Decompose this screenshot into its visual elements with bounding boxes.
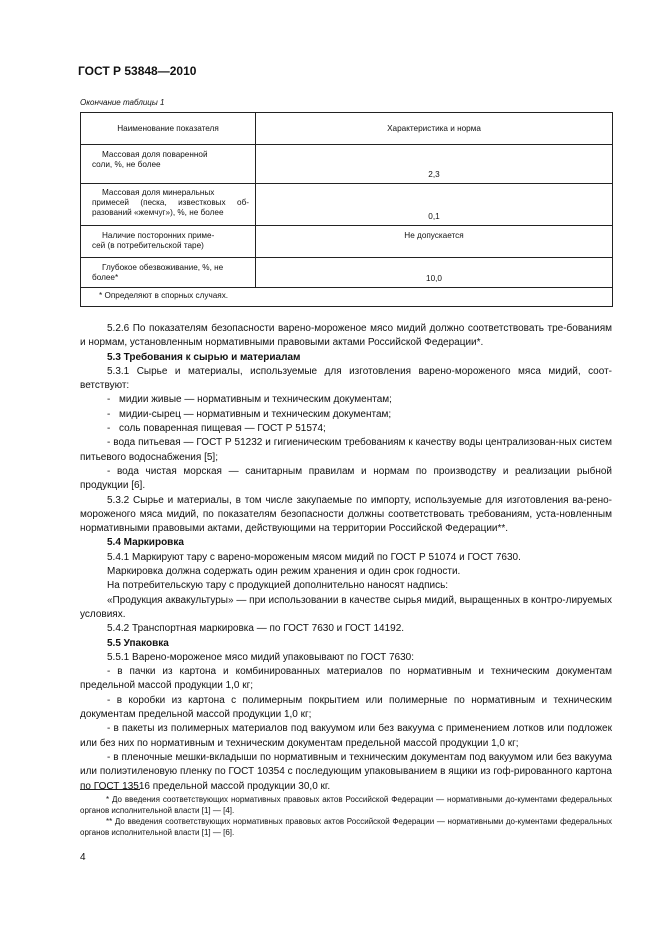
para-5-4-1-d: «Продукция аквакультуры» — при использовании в качестве сырья мидий, выращенных в контро-лируемых условиях. [80, 594, 612, 620]
row-value: 0,1 [256, 184, 613, 226]
para-5-4-1-c: На потребительскую тару с продукцией дополнительно наносят надпись: [107, 580, 449, 592]
list-item: - вода питьевая — ГОСТ Р 51232 и гигиеническим требованиям к качеству воды централизован-ных систем питьевого водоснабжения [5]; [80, 437, 612, 463]
heading-5-5: 5.5 Упаковка [107, 637, 169, 649]
footnote-1-text: * До введения соответствующих нормативных правовых актов Российской Федерации — нормативными до-кументами федеральных органов исполнительной власти [1] — [4]. [80, 795, 612, 815]
row-name: Глубокое обезвоживание, %, не [102, 263, 224, 272]
row-value: Не допускается [256, 226, 613, 258]
list-item: - вода чистая морская — санитарным правилам и нормам по производству и реализации рыбной продукции [6]. [80, 465, 612, 492]
table-caption: Окончание таблицы 1 [80, 98, 165, 107]
list-item: - мидии-сырец — нормативным и техническим документам; [107, 408, 392, 420]
heading-5-3: 5.3 Требования к сырью и материалам [107, 351, 301, 363]
row-name-cont: соли, %, не более [92, 160, 161, 169]
page-header: ГОСТ Р 53848—2010 [78, 64, 197, 78]
row-name-cont: примесей (песка, известковых об-разований «жемчуг»), %, не более [92, 198, 249, 217]
row-name: Массовая доля поваренной [102, 150, 208, 159]
list-item: - в коробки из картона с полимерным покрытием или полимерные по нормативным и техническим документам предельной массой продукции 1,0 кг; [80, 694, 612, 721]
para-5-4-1: 5.4.1 Маркируют тару с варено-мороженым мясом мидий по ГОСТ Р 51074 и ГОСТ 7630. [107, 551, 521, 563]
row-name-cont: более* [92, 273, 119, 282]
list-item: - соль поваренная пищевая — ГОСТ Р 51574; [107, 423, 326, 435]
table-row [81, 184, 613, 226]
body-text [80, 322, 612, 794]
footnote-1 [80, 794, 612, 816]
table-header-row [81, 113, 613, 145]
row-name: Массовая доля минеральных [102, 188, 215, 197]
list-item-text: соль поваренная пищевая — ГОСТ Р 51574; [119, 423, 326, 435]
col-header-indicator: Наименование показателя [81, 113, 256, 145]
list-item: - в пленочные мешки-вкладыши по нормативным и техническим документам под вакуумом или без вакуума или полиэтиленовую пленку по ГОСТ 10354 с последующим упаковыванием в ящики из гоф-рированного картона по ГОСТ 13516 предельной массой продукции 30,0 кг. [80, 751, 612, 792]
list-item: - мидии живые — нормативным и техническим документам; [107, 394, 392, 406]
para-5-2-6: 5.2.6 По показателям безопасности варено-мороженое мясо мидий должно соответствовать тре-бованиям и нормам, установленным нормативными правовыми актами Российской Федерации*. [80, 323, 612, 349]
row-name: Наличие посторонних приме- [102, 231, 215, 240]
indicators-table [80, 112, 613, 307]
list-item: - в пакеты из полимерных материалов под вакуумом или без вакуума с применением лотков или подложек или без них по нормативным и техническим документам предельной массой продукции 1,0 кг; [80, 723, 612, 749]
footnote-2-text: ** До введения соответствующих нормативных правовых актов Российской Федерации — нормативными до-кументами федеральных органов исполнительной власти [1] — [6]. [80, 817, 612, 837]
para-5-3-2: 5.3.2 Сырье и материалы, в том числе закупаемые по импорту, используемые для изготовления ва-рено-мороженого мяса мидий, по показателям безопасности должны соответствовать требованиям, уста-новленным нормативными правовыми актами, действующими на территории Российской Федерации**. [80, 494, 612, 535]
list-item-text: мидии-сырец — нормативным и техническим документам; [119, 408, 392, 420]
footnote-separator [80, 789, 140, 790]
table-row [81, 145, 613, 184]
row-value: 2,3 [256, 145, 613, 184]
row-value: 10,0 [256, 258, 613, 288]
table-row [81, 226, 613, 258]
table-footnote-row [81, 288, 613, 307]
heading-5-4: 5.4 Маркировка [107, 537, 184, 549]
table-footnote: * Определяют в спорных случаях. [81, 288, 613, 307]
para-5-4-2: 5.4.2 Транспортная маркировка — по ГОСТ 7630 и ГОСТ 14192. [107, 623, 405, 635]
list-item-text: мидии живые — нормативным и техническим документам; [119, 394, 392, 406]
table-row [81, 258, 613, 288]
col-header-norm: Характеристика и норма [256, 113, 613, 145]
para-5-3-1: 5.3.1 Сырье и материалы, используемые для изготовления варено-мороженого мяса мидий, соот-ветствуют: [80, 365, 612, 392]
footnote-2 [80, 816, 612, 838]
page-number: 4 [80, 852, 86, 863]
row-name-cont: сей (в потребительской таре) [92, 241, 204, 250]
para-5-4-1-b: Маркировка должна содержать один режим хранения и один срок годности. [107, 566, 461, 578]
list-item: - в пачки из картона и комбинированных материалов по нормативным и техническим документам предельной массой продукции 1,0 кг; [80, 666, 612, 692]
para-5-5-1: 5.5.1 Варено-мороженое мясо мидий упаковывают по ГОСТ 7630: [107, 651, 415, 663]
